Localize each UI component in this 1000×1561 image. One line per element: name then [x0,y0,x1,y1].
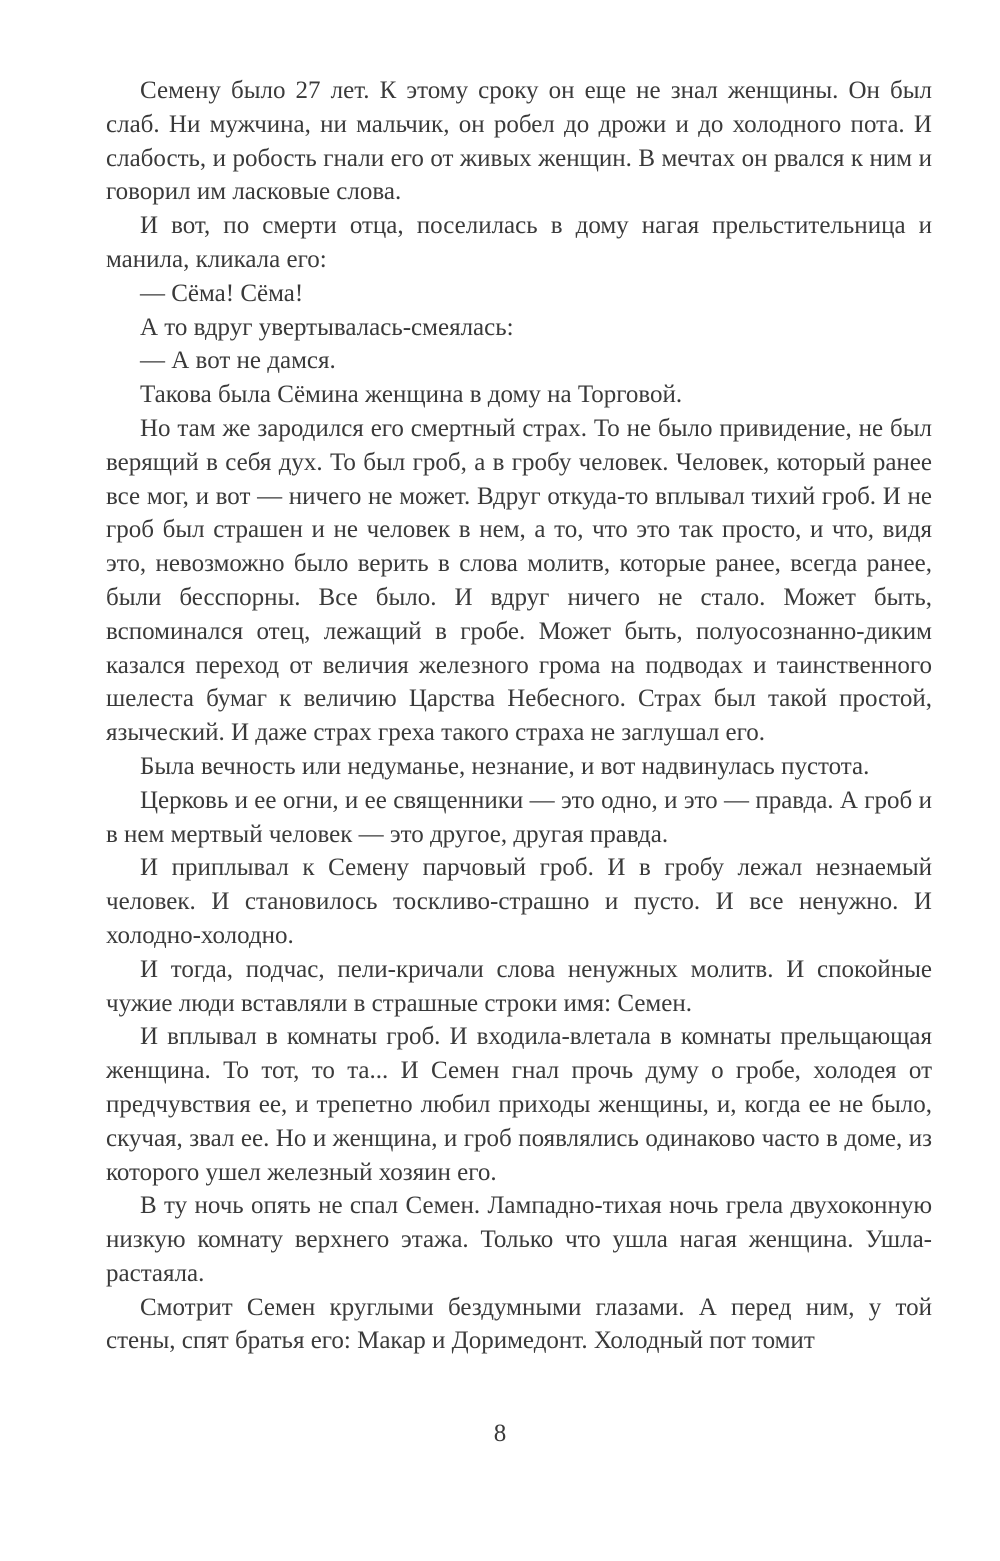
page-body [106,74,932,1358]
paragraph: Такова была Сёмина женщина в дому на Торговой. [140,381,683,409]
paragraph: И приплывал к Семену парчовый гроб. И в гробу лежал незнаемый человек. И становилось тоскливо-страшно и пусто. И все ненужно. И холодно-холодно. [106,854,932,949]
paragraph: И вплывал в комнаты гроб. И входила-влетала в комнаты прельщающая женщина. То тот, то та... И Семен гнал прочь думу о гробе, холодея от предчувствия ее, и трепетно любил приходы женщины, и, когда ее не было, скучая, звал ее. Но и женщина, и гроб появлялись одинаково часто в доме, из которого ушел железный хозяин его. [106,1023,932,1186]
paragraph: Семену было 27 лет. К этому сроку он еще не знал женщины. Он был слаб. Ни мужчина, ни мальчик, он робел до дрожи и до холодного пота. И слабость, и робость гнали его от живых женщин. В мечтах он рвался к ним и говорил им ласковые слова. [106,77,932,206]
paragraph: А то вдруг увертывалась-смеялась: [140,313,514,341]
paragraph: Церковь и ее огни, и ее священники — это одно, и это — правда. А гроб и в нем мертвый человек — это другое, другая правда. [106,786,932,848]
paragraph: И вот, по смерти отца, поселилась в дому нагая прельстительница и манила, кликала его: [106,212,932,273]
page-number: 8 [493,1420,507,1447]
dialogue-line: — Сёма! Сёма! [140,279,304,307]
paragraph: Смотрит Семен круглыми бездумными глазами. А перед ним, у той стены, спят братья его: Макар и Доримедонт. Холодный пот томит [106,1293,932,1355]
dialogue-line: — А вот не дамся. [140,347,336,375]
paragraph: И тогда, подчас, пели-кричали слова ненужных молитв. И спокойные чужие люди вставляли в страшные строки имя: Семен. [106,955,932,1017]
paragraph: В ту ночь опять не спал Семен. Лампадно-тихая ночь грела двухоконную низкую комнату верхнего этажа. Только что ушла нагая женщина. Ушла-растаяла. [106,1192,932,1287]
paragraph: Но там же зародился его смертный страх. То не было привидение, не был верящий в себя дух. То был гроб, а в гробу человек. Человек, который ранее все мог, и вот — ничего не может. Вдруг откуда-то вплывал тихий гроб. И не гроб был страшен и не человек в нем, а то, что это так просто, и что, видя это, невозможно было верить в слова молитв, которые ранее, всегда ранее, были бесспорны. Все было. И вдруг ничего не стало. Может быть, вспоминался отец, лежащий в гробе. Может быть, полуосознанно-диким казался переход от величия железного грома на подводах и таинственного шелеста бумаг к величию Царства Небесного. Страх был такой простой, языческий. И даже страх греха такого страха не заглушал его. [106,414,932,747]
paragraph: Была вечность или недуманье, незнание, и вот надвинулась пустота. [140,752,870,780]
